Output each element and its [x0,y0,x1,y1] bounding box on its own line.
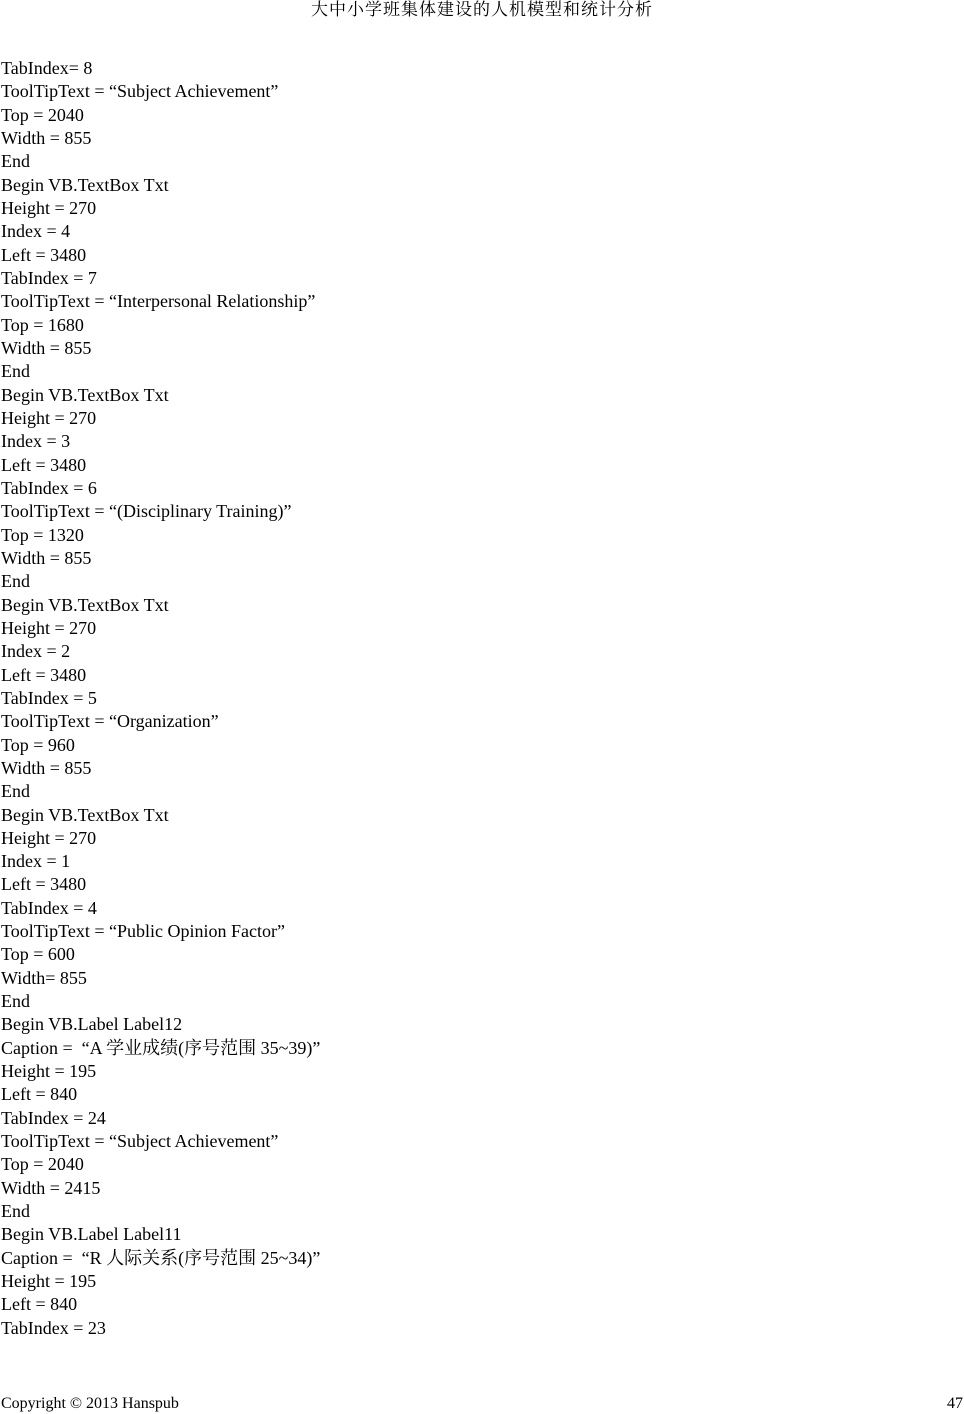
code-line: Begin VB.TextBox Txt [1,804,169,825]
code-line: Height = 195 [1,1061,97,1082]
code-line: Top = 960 [1,734,75,755]
code-listing [1,57,941,1340]
code-line: Caption = “A 学业成绩(序号范围 35~39)” [1,1037,321,1058]
code-line: Width = 2415 [1,1177,101,1198]
code-line: ToolTipText = “Organization” [1,711,219,732]
code-line: Left = 3480 [1,664,87,685]
code-line: Width = 855 [1,127,92,148]
code-line: ToolTipText = “Subject Achievement” [1,1131,279,1152]
copyright-notice: Copyright © 2013 Hanspub [1,1395,179,1412]
code-line: TabIndex= 8 [1,58,93,78]
code-line: Begin VB.TextBox Txt [1,384,169,405]
code-line: Height = 270 [1,617,97,638]
code-line: Width = 855 [1,337,92,358]
code-line: ToolTipText = “Public Opinion Factor” [1,921,285,942]
code-line: Index = 1 [1,851,71,872]
code-line: Index = 2 [1,641,71,662]
code-line: Top = 1680 [1,314,84,335]
code-line: End [1,571,30,592]
code-line: TabIndex = 24 [1,1107,106,1128]
code-line: ToolTipText = “Interpersonal Relationship” [1,291,316,312]
code-line: End [1,151,30,172]
code-line: Left = 3480 [1,244,87,265]
code-line: Index = 4 [1,221,71,242]
code-line: TabIndex = 7 [1,267,97,288]
code-line: Width = 855 [1,547,92,568]
code-line: End [1,361,30,382]
code-line: ToolTipText = “(Disciplinary Training)” [1,501,292,522]
code-line: Left = 840 [1,1294,78,1315]
code-line: TabIndex = 23 [1,1317,106,1338]
code-line: Height = 270 [1,407,97,428]
code-line: End [1,781,30,802]
page-number: 47 [947,1395,963,1412]
code-line: ToolTipText = “Subject Achievement” [1,81,279,102]
code-line: Index = 3 [1,431,71,452]
code-line: End [1,1201,30,1222]
code-line: Begin VB.Label Label12 [1,1014,183,1035]
code-line: TabIndex = 4 [1,897,97,918]
code-line: Top = 1320 [1,524,84,545]
code-line: Begin VB.TextBox Txt [1,174,169,195]
code-line: Left = 3480 [1,454,87,475]
code-line: Top = 2040 [1,1154,84,1175]
code-line: TabIndex = 6 [1,477,97,498]
code-line: Width = 855 [1,757,92,778]
code-line: Begin VB.TextBox Txt [1,594,169,615]
code-line: Left = 840 [1,1084,78,1105]
code-line: Top = 600 [1,944,75,965]
code-line: Height = 195 [1,1271,97,1292]
page-footer [1,1394,963,1414]
code-line: Caption = “R 人际关系(序号范围 25~34)” [1,1247,321,1268]
code-line: Top = 2040 [1,104,84,125]
code-line: Height = 270 [1,827,97,848]
code-line: TabIndex = 5 [1,687,97,708]
code-line: Width= 855 [1,967,87,988]
running-header: 大中小学班集体建设的人机模型和统计分析 [311,0,653,20]
code-line: Begin VB.Label Label11 [1,1224,182,1245]
code-line: End [1,991,30,1012]
code-line: Height = 270 [1,197,97,218]
code-line: Left = 3480 [1,874,87,895]
